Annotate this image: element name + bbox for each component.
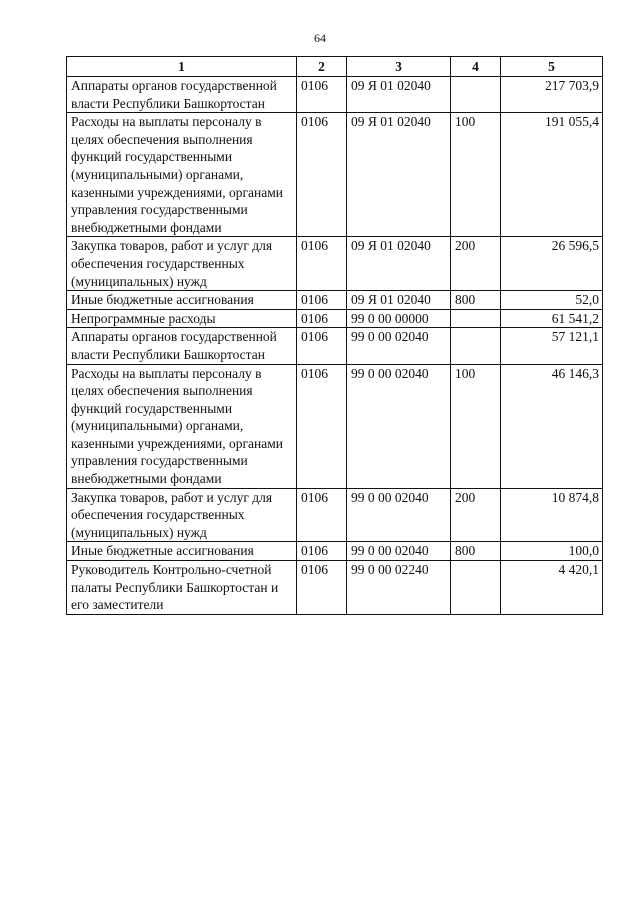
- table-row: [67, 309, 603, 328]
- row-expense-type-cell: 800: [451, 291, 501, 310]
- table-row: [67, 488, 603, 542]
- row-name-cell: Расходы на выплаты персоналу в целях обеспечения выполнения функций государственными (муниципальными) органами, казенными учреждениями, органами управления государственными внебюджетными фондами: [67, 113, 297, 237]
- row-section-code-cell: 0106: [297, 309, 347, 328]
- budget-table: [66, 56, 603, 615]
- row-amount-cell: 217 703,9: [501, 77, 603, 113]
- row-section-code-cell: 0106: [297, 542, 347, 561]
- row-name-cell: Закупка товаров, работ и услуг для обеспечения государственных (муниципальных) нужд: [67, 237, 297, 291]
- row-amount-cell: 100,0: [501, 542, 603, 561]
- row-target-code-cell: 99 0 00 02040: [347, 364, 451, 488]
- table-row: [67, 77, 603, 113]
- row-section-code-cell: 0106: [297, 561, 347, 615]
- row-expense-type-cell: [451, 328, 501, 364]
- row-amount-cell: 57 121,1: [501, 328, 603, 364]
- table-row: [67, 237, 603, 291]
- row-section-code-cell: 0106: [297, 488, 347, 542]
- header-col-2: 2: [297, 57, 347, 77]
- table-header-row: [67, 57, 603, 77]
- row-expense-type-cell: 100: [451, 113, 501, 237]
- row-expense-type-cell: 200: [451, 488, 501, 542]
- row-amount-cell: 61 541,2: [501, 309, 603, 328]
- row-name-cell: Расходы на выплаты персоналу в целях обеспечения выполнения функций государственными (муниципальными) органами, казенными учреждениями, органами управления государственными внебюджетными фондами: [67, 364, 297, 488]
- row-amount-cell: 46 146,3: [501, 364, 603, 488]
- table-row: [67, 328, 603, 364]
- row-name-cell: Иные бюджетные ассигнования: [67, 291, 297, 310]
- row-target-code-cell: 09 Я 01 02040: [347, 237, 451, 291]
- page-number: 64: [314, 31, 326, 45]
- row-name-cell: Аппараты органов государственной власти Республики Башкортостан: [67, 77, 297, 113]
- table-row: [67, 542, 603, 561]
- header-col-5: 5: [501, 57, 603, 77]
- header-col-1: 1: [67, 57, 297, 77]
- table-row: [67, 291, 603, 310]
- row-amount-cell: 52,0: [501, 291, 603, 310]
- row-expense-type-cell: [451, 309, 501, 328]
- row-name-cell: Иные бюджетные ассигнования: [67, 542, 297, 561]
- row-target-code-cell: 99 0 00 02040: [347, 542, 451, 561]
- row-target-code-cell: 09 Я 01 02040: [347, 291, 451, 310]
- row-section-code-cell: 0106: [297, 291, 347, 310]
- row-target-code-cell: 99 0 00 02040: [347, 328, 451, 364]
- row-target-code-cell: 99 0 00 00000: [347, 309, 451, 328]
- table-row: [67, 364, 603, 488]
- header-col-4: 4: [451, 57, 501, 77]
- row-amount-cell: 4 420,1: [501, 561, 603, 615]
- header-col-3: 3: [347, 57, 451, 77]
- row-target-code-cell: 99 0 00 02040: [347, 488, 451, 542]
- table-row: [67, 113, 603, 237]
- row-section-code-cell: 0106: [297, 237, 347, 291]
- row-name-cell: Руководитель Контрольно-счетной палаты Республики Башкортостан и его заместители: [67, 561, 297, 615]
- table-row: [67, 561, 603, 615]
- row-expense-type-cell: 200: [451, 237, 501, 291]
- row-name-cell: Непрограммные расходы: [67, 309, 297, 328]
- row-amount-cell: 26 596,5: [501, 237, 603, 291]
- row-section-code-cell: 0106: [297, 364, 347, 488]
- row-name-cell: Закупка товаров, работ и услуг для обеспечения государственных (муниципальных) нужд: [67, 488, 297, 542]
- row-amount-cell: 10 874,8: [501, 488, 603, 542]
- row-expense-type-cell: 800: [451, 542, 501, 561]
- row-section-code-cell: 0106: [297, 77, 347, 113]
- row-name-cell: Аппараты органов государственной власти Республики Башкортостан: [67, 328, 297, 364]
- row-expense-type-cell: [451, 77, 501, 113]
- row-section-code-cell: 0106: [297, 113, 347, 237]
- row-expense-type-cell: 100: [451, 364, 501, 488]
- row-expense-type-cell: [451, 561, 501, 615]
- row-section-code-cell: 0106: [297, 328, 347, 364]
- row-amount-cell: 191 055,4: [501, 113, 603, 237]
- row-target-code-cell: 09 Я 01 02040: [347, 77, 451, 113]
- row-target-code-cell: 99 0 00 02240: [347, 561, 451, 615]
- row-target-code-cell: 09 Я 01 02040: [347, 113, 451, 237]
